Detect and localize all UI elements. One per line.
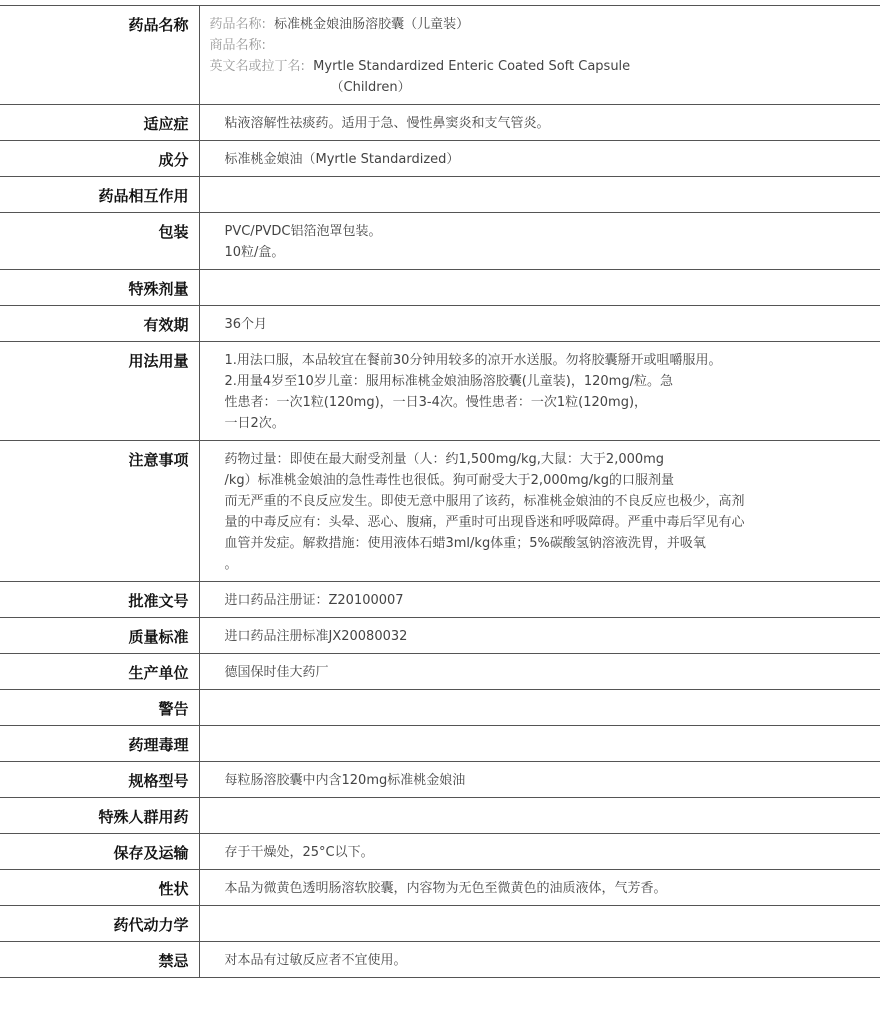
usage-line-4: 一日2次。	[224, 416, 285, 431]
generic-name-key: 药品名称:	[209, 17, 266, 32]
label-special-population: 特殊人群用药	[0, 798, 199, 834]
label-usage: 用法用量	[0, 342, 199, 441]
english-name-key: 英文名或拉丁名:	[209, 59, 305, 74]
value-special-population	[199, 798, 880, 834]
value-storage: 存于干燥处，25°C以下。	[224, 845, 374, 860]
precautions-line-5: 血管并发症。解救措施：使用液体石蜡3ml/kg体重；5%碳酸氢钠溶液洗胃，并吸氧	[224, 536, 706, 551]
english-name-line-2	[210, 77, 871, 98]
label-pharmacokinetics: 药代动力学	[0, 906, 199, 942]
label-indications: 适应症	[0, 105, 199, 141]
row-pharmacology	[0, 726, 880, 762]
row-usage	[0, 342, 880, 441]
label-packaging: 包装	[0, 213, 199, 270]
value-drug-name	[199, 6, 880, 105]
row-ingredients	[0, 141, 880, 177]
value-pharmacokinetics	[199, 906, 880, 942]
label-quality-std: 质量标准	[0, 618, 199, 654]
row-indications	[0, 105, 880, 141]
english-name-value-2: （Children）	[330, 80, 411, 95]
value-usage	[199, 342, 880, 441]
row-special-dose	[0, 270, 880, 306]
value-spec: 每粒肠溶胶囊中内含120mg标准桃金娘油	[224, 773, 466, 788]
value-quality-std: 进口药品注册标准JX20080032	[224, 629, 408, 644]
row-contraindications	[0, 942, 880, 978]
drug-info-table	[0, 5, 880, 978]
trade-name-key: 商品名称:	[209, 38, 266, 53]
precautions-line-6: 。	[224, 557, 238, 572]
value-approval-no: 进口药品注册证：Z20100007	[224, 593, 404, 608]
value-packaging	[199, 213, 880, 270]
label-interactions: 药品相互作用	[0, 177, 199, 213]
value-ingredients: 标准桃金娘油（Myrtle Standardized）	[224, 152, 460, 167]
value-appearance: 本品为微黄色透明肠溶软胶囊，内容物为无色至微黄色的油质液体，气芳香。	[224, 881, 667, 896]
generic-name-value: 标准桃金娘油肠溶胶囊（儿童装）	[274, 17, 470, 32]
row-drug-name	[0, 6, 880, 105]
row-interactions	[0, 177, 880, 213]
label-manufacturer: 生产单位	[0, 654, 199, 690]
value-precautions	[199, 441, 880, 582]
value-interactions	[199, 177, 880, 213]
row-appearance	[0, 870, 880, 906]
label-pharmacology: 药理毒理	[0, 726, 199, 762]
precautions-line-1: 药物过量：即使在最大耐受剂量（人：约1,500mg/kg,大鼠：大于2,000mg	[224, 452, 665, 467]
generic-name-line	[210, 14, 871, 35]
precautions-line-2: /kg）标准桃金娘油的急性毒性也很低。狗可耐受大于2,000mg/kg的口服剂量	[224, 473, 674, 488]
packaging-line-2: 10粒/盒。	[224, 245, 285, 260]
row-approval-no	[0, 582, 880, 618]
label-approval-no: 批准文号	[0, 582, 199, 618]
label-precautions: 注意事项	[0, 441, 199, 582]
value-manufacturer: 德国保时佳大药厂	[224, 665, 329, 680]
precautions-line-3: 而无严重的不良反应发生。即使无意中服用了该药，标准桃金娘油的不良反应也极少，高剂	[224, 494, 745, 509]
trade-name-line	[210, 35, 871, 56]
value-shelf-life: 36个月	[224, 317, 268, 332]
label-shelf-life: 有效期	[0, 306, 199, 342]
row-spec	[0, 762, 880, 798]
value-warning	[199, 690, 880, 726]
label-warning: 警告	[0, 690, 199, 726]
row-shelf-life	[0, 306, 880, 342]
value-special-dose	[199, 270, 880, 306]
usage-line-3: 性患者：一次1粒(120mg)，一日3-4次。慢性患者：一次1粒(120mg)，	[224, 395, 648, 410]
usage-line-1: 1.用法口服，本品较宜在餐前30分钟用较多的凉开水送服。勿将胶囊掰开或咀嚼服用。	[224, 353, 722, 368]
label-appearance: 性状	[0, 870, 199, 906]
label-special-dose: 特殊剂量	[0, 270, 199, 306]
value-contraindications: 对本品有过敏反应者不宜使用。	[224, 953, 407, 968]
label-drug-name: 药品名称	[0, 6, 199, 105]
row-pharmacokinetics	[0, 906, 880, 942]
row-warning	[0, 690, 880, 726]
row-packaging	[0, 213, 880, 270]
usage-line-2: 2.用量4岁至10岁儿童：服用标准桃金娘油肠溶胶囊(儿童装)，120mg/粒。急	[224, 374, 673, 389]
value-indications: 粘液溶解性祛痰药。适用于急、慢性鼻窦炎和支气管炎。	[224, 116, 550, 131]
precautions-line-4: 量的中毒反应有：头晕、恶心、腹痛，严重时可出现昏迷和呼吸障碍。严重中毒后罕见有心	[224, 515, 745, 530]
label-storage: 保存及运输	[0, 834, 199, 870]
row-storage	[0, 834, 880, 870]
row-quality-std	[0, 618, 880, 654]
value-pharmacology	[199, 726, 880, 762]
row-special-population	[0, 798, 880, 834]
label-spec: 规格型号	[0, 762, 199, 798]
row-manufacturer	[0, 654, 880, 690]
packaging-line-1: PVC/PVDC铝箔泡罩包装。	[224, 224, 382, 239]
english-name-value: Myrtle Standardized Enteric Coated Soft Capsule	[313, 59, 631, 74]
row-precautions	[0, 441, 880, 582]
label-ingredients: 成分	[0, 141, 199, 177]
label-contraindications: 禁忌	[0, 942, 199, 978]
english-name-line	[210, 56, 871, 77]
